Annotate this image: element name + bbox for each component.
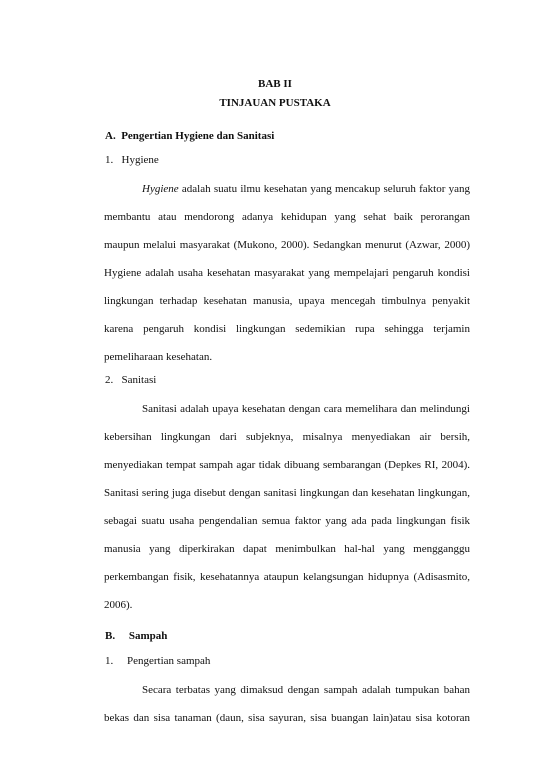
paragraph-line: Secara terbatas yang dimaksud dengan sampah adalah tumpukan bahan — [142, 684, 470, 696]
subsection-hygiene-marker: 1. — [105, 154, 114, 166]
section-b-heading — [105, 630, 167, 642]
section-b-marker: B. — [105, 630, 116, 642]
subsection-pengertian-sampah-heading — [105, 655, 210, 667]
subsection-sanitasi-title: Sanitasi — [121, 374, 157, 386]
hygiene-term: Hygiene — [142, 183, 179, 195]
paragraph-line: karena pengaruh kondisi lingkungan sedemikian rupa sehingga terjamin — [104, 323, 470, 335]
subsection-pengertian-sampah-marker: 1. — [105, 655, 114, 667]
paragraph-line: 2006). — [104, 599, 133, 611]
paragraph-line: maupun melalui masyarakat (Mukono, 2000). Sedangkan menurut (Azwar, 2000) — [104, 239, 470, 251]
section-a-heading — [105, 130, 274, 142]
paragraph-line: perkembangan fisik, kesehatannya ataupun kelangsungan hidupnya (Adisasmito, — [104, 571, 470, 583]
paragraph-line-text: adalah suatu ilmu kesehatan yang mencakup seluruh faktor yang — [178, 183, 470, 195]
paragraph-line: manusia yang diperkirakan dapat menimbulkan hal-hal yang mengganggu — [104, 543, 470, 555]
paragraph-line: lingkungan terhadap kesehatan manusia, upaya mencegah timbulnya penyakit — [104, 295, 470, 307]
paragraph-line: kebersihan lingkungan dari subjeknya, misalnya menyediakan air bersih, — [104, 431, 470, 443]
subsection-hygiene-heading — [105, 154, 159, 166]
chapter-number: BAB II — [258, 78, 292, 90]
subsection-sanitasi-marker: 2. — [105, 374, 114, 386]
chapter-title: TINJAUAN PUSTAKA — [219, 97, 331, 109]
paragraph-line: Sanitasi adalah upaya kesehatan dengan cara memelihara dan melindungi — [142, 403, 470, 415]
paragraph-line: menyediakan tempat sampah agar tidak dibuang sembarangan (Depkes RI, 2004). — [104, 459, 470, 471]
paragraph-line: sebagai suatu usaha pengendalian semua faktor yang ada pada lingkungan fisik — [104, 515, 470, 527]
paragraph-line: bekas dan sisa tanaman (daun, sisa sayuran, sisa buangan lain)atau sisa kotoran — [104, 712, 470, 724]
section-a-marker: A. — [105, 130, 116, 142]
subsection-hygiene-title: Hygiene — [121, 154, 159, 166]
section-b-title: Sampah — [128, 630, 168, 642]
section-a-title: Pengertian Hygiene dan Sanitasi — [121, 130, 275, 142]
paragraph-line: Sanitasi sering juga disebut dengan sanitasi lingkungan dan kesehatan lingkungan, — [104, 487, 470, 499]
paragraph-line: pemeliharaan kesehatan. — [104, 351, 213, 363]
paragraph-line: Hygiene adalah usaha kesehatan masyarakat yang mempelajari pengaruh kondisi — [104, 267, 470, 279]
paragraph-line — [142, 182, 470, 196]
subsection-sanitasi-heading — [105, 374, 156, 386]
subsection-pengertian-sampah-title: Pengertian sampah — [127, 655, 211, 667]
paragraph-line: membantu atau mendorong adanya kehidupan yang sehat baik perorangan — [104, 211, 470, 223]
